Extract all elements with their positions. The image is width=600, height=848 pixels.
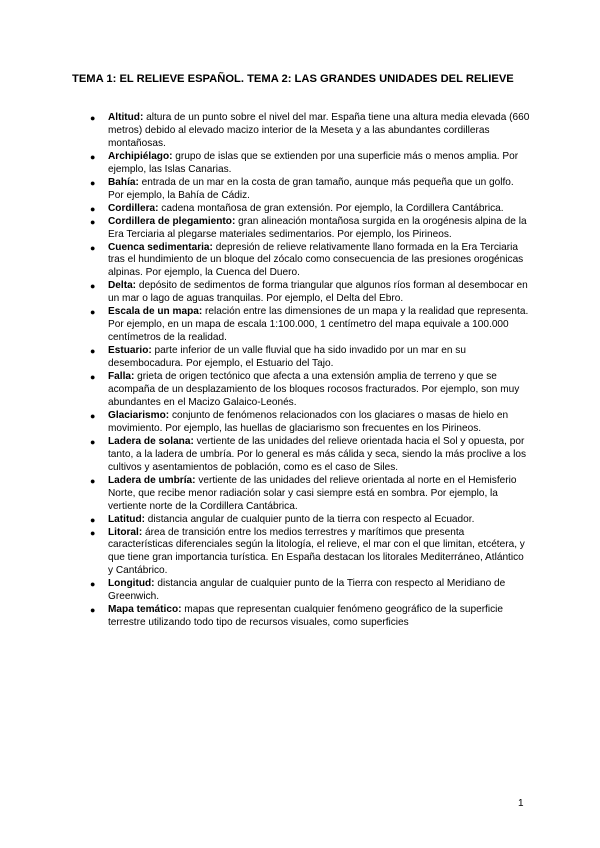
glossary-definition: grupo de islas que se extienden por una superficie más o menos amplia. Por ejemplo, las Islas Canarias.: [108, 150, 519, 175]
glossary-entry: [0, 112, 600, 151]
glossary-entry: [0, 578, 600, 604]
glossary-definition: distancia angular de cualquier punto de la tierra con respecto al Ecuador.: [145, 513, 475, 525]
glossary-definition: entrada de un mar en la costa de gran tamaño, aunque más pequeña que un golfo. Por ejemplo, la Bahía de Cádiz.: [108, 176, 514, 201]
glossary-entry: [0, 514, 600, 527]
glossary-definition: parte inferior de un valle fluvial que ha sido invadido por un mar en su desembocadura. Por ejemplo, el Estuario del Tajo.: [108, 345, 466, 370]
glossary-term: Cuenca sedimentaria:: [108, 241, 213, 253]
glossary-term: Glaciarismo:: [108, 409, 170, 421]
glossary-entry: [0, 306, 600, 345]
glossary-term: Latitud:: [108, 513, 145, 525]
glossary-definition: cadena montañosa de gran extensión. Por ejemplo, la Cordillera Cantábrica.: [158, 202, 504, 214]
glossary-term: Ladera de umbría:: [108, 474, 196, 486]
glossary-entry: [0, 475, 600, 514]
glossary-entry: [0, 604, 600, 630]
glossary-term: Litoral:: [108, 526, 143, 538]
page-title: TEMA 1: EL RELIEVE ESPAÑOL. TEMA 2: LAS GRANDES UNIDADES DEL RELIEVE: [72, 73, 514, 85]
glossary-definition: depresión de relieve relativamente llano formada en la Era Terciaria tras el hundimiento de un bloque del zócalo como consecuencia de las presiones orogénicas alpinas. Por ejemplo, la Cuenca del Duero.: [108, 241, 524, 279]
glossary-term: Altitud:: [108, 112, 144, 123]
glossary-definition: grieta de origen tectónico que afecta a una extensión amplia de terreno y que se acompaña de un desplazamiento de los bloques rocosos fracturados. Por ejemplo, son muy abundantes en el Macizo Galaico-Leonés.: [108, 371, 520, 408]
bullet-icon: ●: [90, 151, 96, 162]
bullet-icon: ●: [90, 514, 96, 525]
glossary-definition: área de transición entre los medios terrestres y marítimos que presenta características diferenciales según la litología, el relieve, el mar con el que limitan, etcétera, y que tiene gran importancia turística. En España destacan los litorales Mediterráneo, Atlántico y Cantábrico.: [108, 526, 525, 577]
bullet-icon: ●: [90, 410, 96, 421]
glossary-term: Ladera de solana:: [108, 435, 194, 447]
bullet-icon: ●: [90, 113, 96, 123]
glossary-entry: [0, 216, 600, 242]
glossary-term: Delta:: [108, 280, 137, 292]
glossary-definition: gran alineación montañosa surgida en la orogénesis alpina de la Era Terciaria al plegarse materiales sedimentarios. Por ejemplo, los Pirineos.: [108, 215, 527, 240]
glossary-entry: [0, 345, 600, 371]
bullet-icon: ●: [90, 579, 96, 590]
bullet-icon: ●: [90, 307, 96, 318]
glossary-term: Falla:: [108, 371, 135, 383]
bullet-icon: ●: [90, 346, 96, 357]
glossary-definition: distancia angular de cualquier punto de la Tierra con respecto al Meridiano de Greenwich.: [108, 578, 506, 603]
bullet-icon: ●: [90, 527, 96, 538]
glossary-entry: [0, 527, 600, 579]
bullet-icon: ●: [90, 242, 96, 253]
glossary-entry: [0, 151, 600, 177]
glossary-entry: [0, 242, 600, 281]
bullet-icon: ●: [90, 475, 96, 486]
glossary-definition: conjunto de fenómenos relacionados con los glaciares o masas de hielo en movimiento. Por ejemplo, las huellas de glaciarismo son frecuentes en los Pirineos.: [108, 409, 509, 434]
glossary-definition: relación entre las dimensiones de un mapa y la realidad que representa. Por ejemplo, en un mapa de escala 1:100.000, 1 centímetro del mapa equivale a 100.000 centímetros de la realidad.: [108, 306, 529, 344]
bullet-icon: ●: [90, 203, 96, 214]
glossary-term: Longitud:: [108, 578, 155, 590]
glossary-definition: vertiente de las unidades del relieve orientada al norte en el Hemisferio Norte, que recibe menor radiación solar y casi siempre está en sombra. Por ejemplo, la vertiente norte de la Cordillera Cantábrica.: [108, 474, 517, 512]
bullet-icon: ●: [90, 436, 96, 447]
glossary-term: Cordillera:: [108, 202, 159, 214]
glossary-term: Estuario:: [108, 345, 152, 357]
bullet-icon: ●: [90, 177, 96, 188]
glossary-entry: [0, 410, 600, 436]
glossary-definition: altura de un punto sobre el nivel del mar. España tiene una altura media elevada (660 metros) debido al elevado macizo interior de la Meseta y a las abundantes cordilleras montañosas.: [108, 112, 530, 149]
glossary-entry: [0, 280, 600, 306]
bullet-icon: ●: [90, 605, 96, 616]
glossary-term: Bahía:: [108, 176, 139, 188]
glossary-entry: [0, 371, 600, 410]
glossary-term: Cordillera de plegamiento:: [108, 215, 236, 227]
glossary-entry: [0, 436, 600, 475]
glossary-entry: [0, 177, 600, 203]
glossary-definition: vertiente de las unidades del relieve orientada hacia el Sol y opuesta, por tanto, a la ladera de umbría. Por lo general es más cálida y seca, siendo la más proclive a los cultivos y asentamientos de población, como es el caso de Siles.: [108, 435, 526, 473]
glossary-definition: mapas que representan cualquier fenómeno geográfico de la superficie terrestre utilizando todo tipo de recursos visuales, como superficies: [108, 604, 504, 629]
glossary-term: Escala de un mapa:: [108, 306, 203, 318]
page-number: 1: [518, 798, 524, 809]
bullet-icon: ●: [90, 216, 96, 227]
glossary-term: Mapa temático:: [108, 604, 182, 616]
glossary-list: [0, 112, 600, 630]
bullet-icon: ●: [90, 281, 96, 292]
glossary-term: Archipiélago:: [108, 150, 173, 162]
glossary-entry: [0, 203, 600, 216]
bullet-icon: ●: [90, 372, 96, 383]
glossary-definition: depósito de sedimentos de forma triangular que algunos ríos forman al desembocar en un mar o lago de aguas tranquilas. Por ejemplo, el Delta del Ebro.: [108, 280, 528, 305]
